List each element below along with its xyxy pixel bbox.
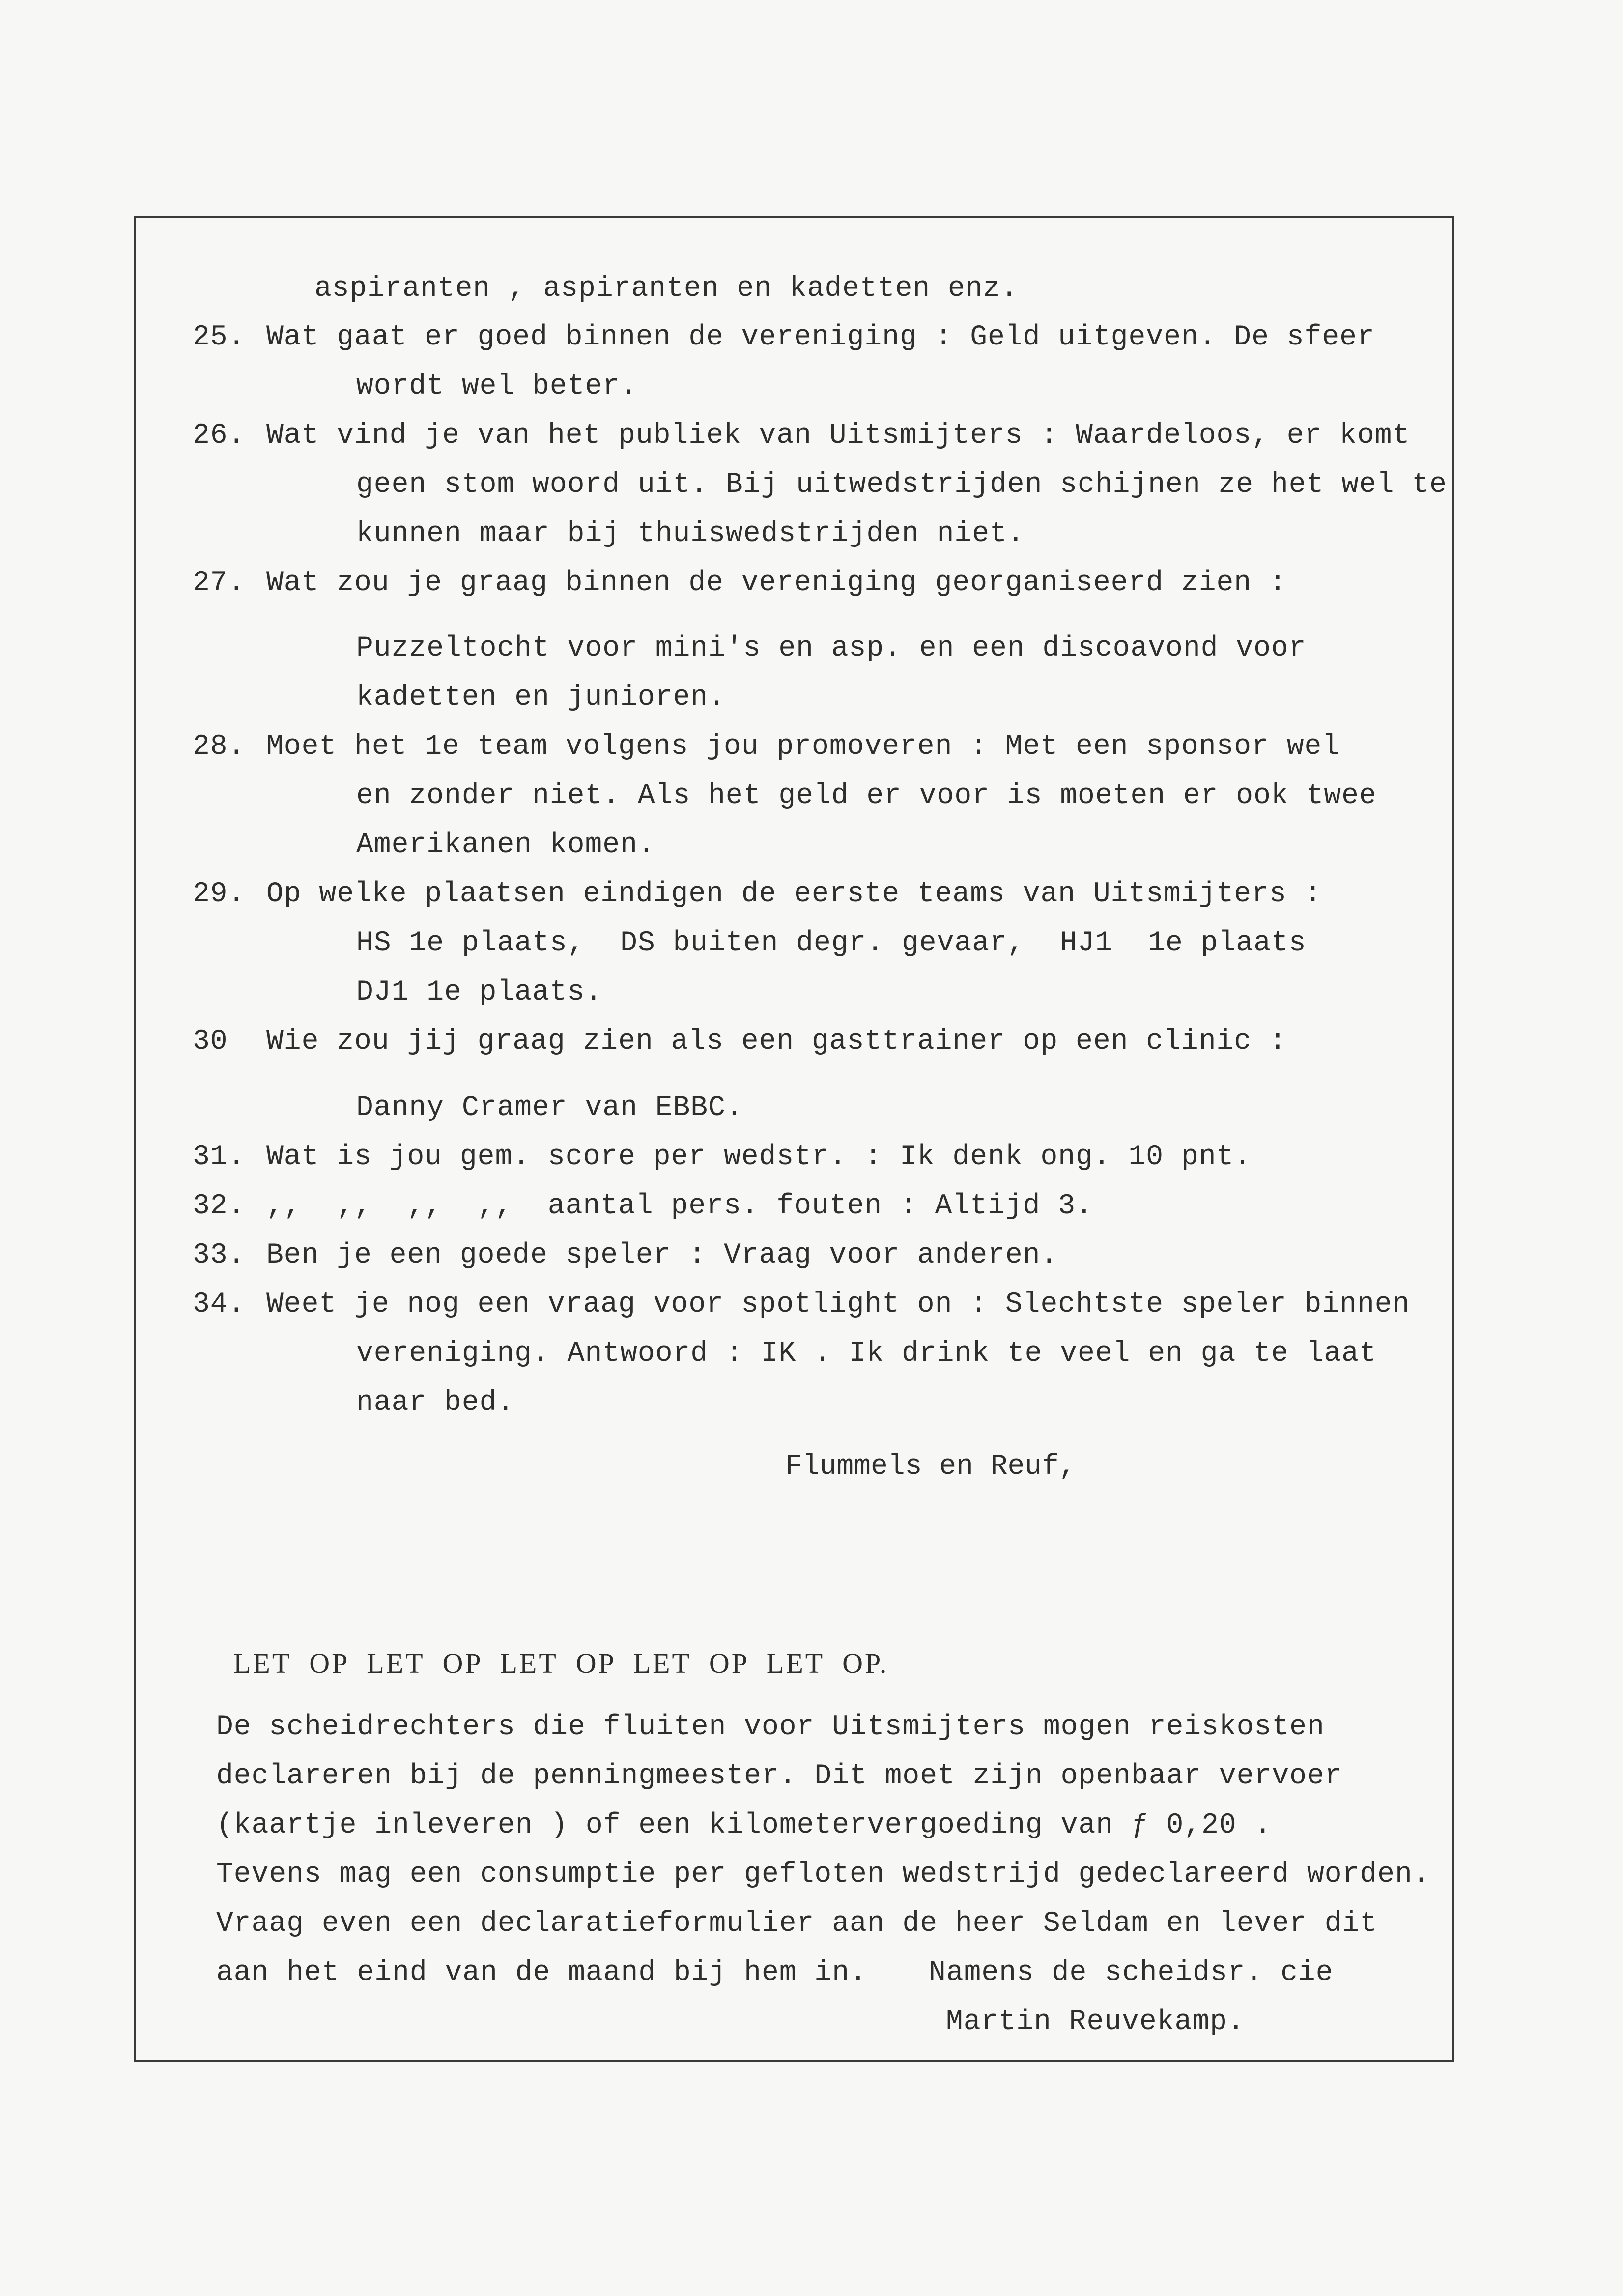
signature: Flummels en Reuf,: [785, 1451, 1076, 1483]
item-number: 25.: [193, 321, 246, 353]
item-line: Wat vind je van het publiek van Uitsmijters : Waardeloos, er komt: [266, 420, 1410, 452]
item-30-cont: Danny Cramer van EBBC.: [356, 1092, 743, 1124]
item-line: Weet je nog een vraag voor spotlight on : Slechtste speler binnen: [266, 1289, 1410, 1320]
item-line: Wie zou jij graag zien als een gasttrainer op een clinic :: [266, 1026, 1287, 1058]
item-27-cont: kadetten en junioren.: [356, 682, 726, 714]
item-line: Wat gaat er goed binnen de vereniging : Geld uitgeven. De sfeer: [266, 321, 1375, 353]
notice-line: aan het eind van de maand bij hem in.: [216, 1957, 867, 1989]
continuation-line: aspiranten , aspiranten en kadetten enz.: [314, 273, 1019, 305]
item-25-cont: wordt wel beter.: [356, 371, 638, 402]
item-28: [193, 730, 1339, 764]
item-line: Op welke plaatsen eindigen de eerste teams van Uitsmijters :: [266, 878, 1322, 910]
item-line: Wat zou je graag binnen de vereniging georganiseerd zien :: [266, 567, 1287, 599]
item-line: Wat is jou gem. score per wedstr. : Ik denk ong. 10 pnt.: [266, 1141, 1252, 1173]
item-34-cont: naar bed.: [356, 1387, 515, 1419]
item-27: [193, 566, 1287, 601]
item-number: 27.: [193, 567, 246, 599]
notice-line: Vraag even een declaratieformulier aan de heer Seldam en lever dit: [216, 1908, 1378, 1940]
item-31: [193, 1140, 1252, 1175]
notice-line: declareren bij de penningmeester. Dit moet zijn openbaar vervoer: [216, 1760, 1342, 1792]
notice-line: Tevens mag een consumptie per gefloten wedstrijd gedeclareerd worden.: [216, 1859, 1430, 1891]
item-30: [193, 1025, 1287, 1059]
item-34: [193, 1288, 1410, 1322]
item-number: 33.: [193, 1239, 246, 1271]
item-28-cont: Amerikanen komen.: [356, 829, 655, 861]
item-number: 26.: [193, 420, 246, 452]
item-number: 30: [193, 1026, 228, 1058]
item-line: Ben je een goede speler : Vraag voor anderen.: [266, 1239, 1058, 1271]
item-number: 34.: [193, 1289, 246, 1320]
item-27-cont: Puzzeltocht voor mini's en asp. en een discoavond voor: [356, 632, 1307, 664]
item-line: ,, ,, ,, ,, aantal pers. fouten : Altijd 3.: [266, 1190, 1093, 1222]
item-25: [193, 320, 1375, 355]
item-34-cont: vereniging. Antwoord : IK . Ik drink te veel en ga te laat: [356, 1338, 1377, 1370]
notice-header: LET OP LET OP LET OP LET OP LET OP.: [233, 1647, 889, 1679]
notice-sign-name: Martin Reuvekamp.: [946, 2006, 1245, 2038]
item-26: [193, 419, 1410, 453]
item-32: [193, 1189, 1093, 1224]
item-29-cont: DJ1 1e plaats.: [356, 976, 603, 1008]
item-line: Moet het 1e team volgens jou promoveren : Met een sponsor wel: [266, 731, 1340, 763]
item-number: 29.: [193, 878, 246, 910]
notice-line: (kaartje inleveren ) of een kilometervergoeding van ƒ 0,20 .: [216, 1809, 1272, 1841]
item-33: [193, 1238, 1058, 1273]
item-number: 31.: [193, 1141, 246, 1173]
item-29: [193, 877, 1322, 912]
notice-sign-committee: Namens de scheidsr. cie: [929, 1957, 1334, 1989]
item-number: 28.: [193, 731, 246, 763]
item-26-cont: geen stom woord uit. Bij uitwedstrijden schijnen ze het wel te: [356, 469, 1447, 501]
item-number: 32.: [193, 1190, 246, 1222]
notice-line: De scheidrechters die fluiten voor Uitsmijters mogen reiskosten: [216, 1711, 1325, 1743]
item-28-cont: en zonder niet. Als het geld er voor is moeten er ook twee: [356, 780, 1377, 812]
item-29-cont: HS 1e plaats, DS buiten degr. gevaar, HJ1 1e plaats: [356, 927, 1307, 959]
item-26-cont: kunnen maar bij thuiswedstrijden niet.: [356, 518, 1025, 550]
